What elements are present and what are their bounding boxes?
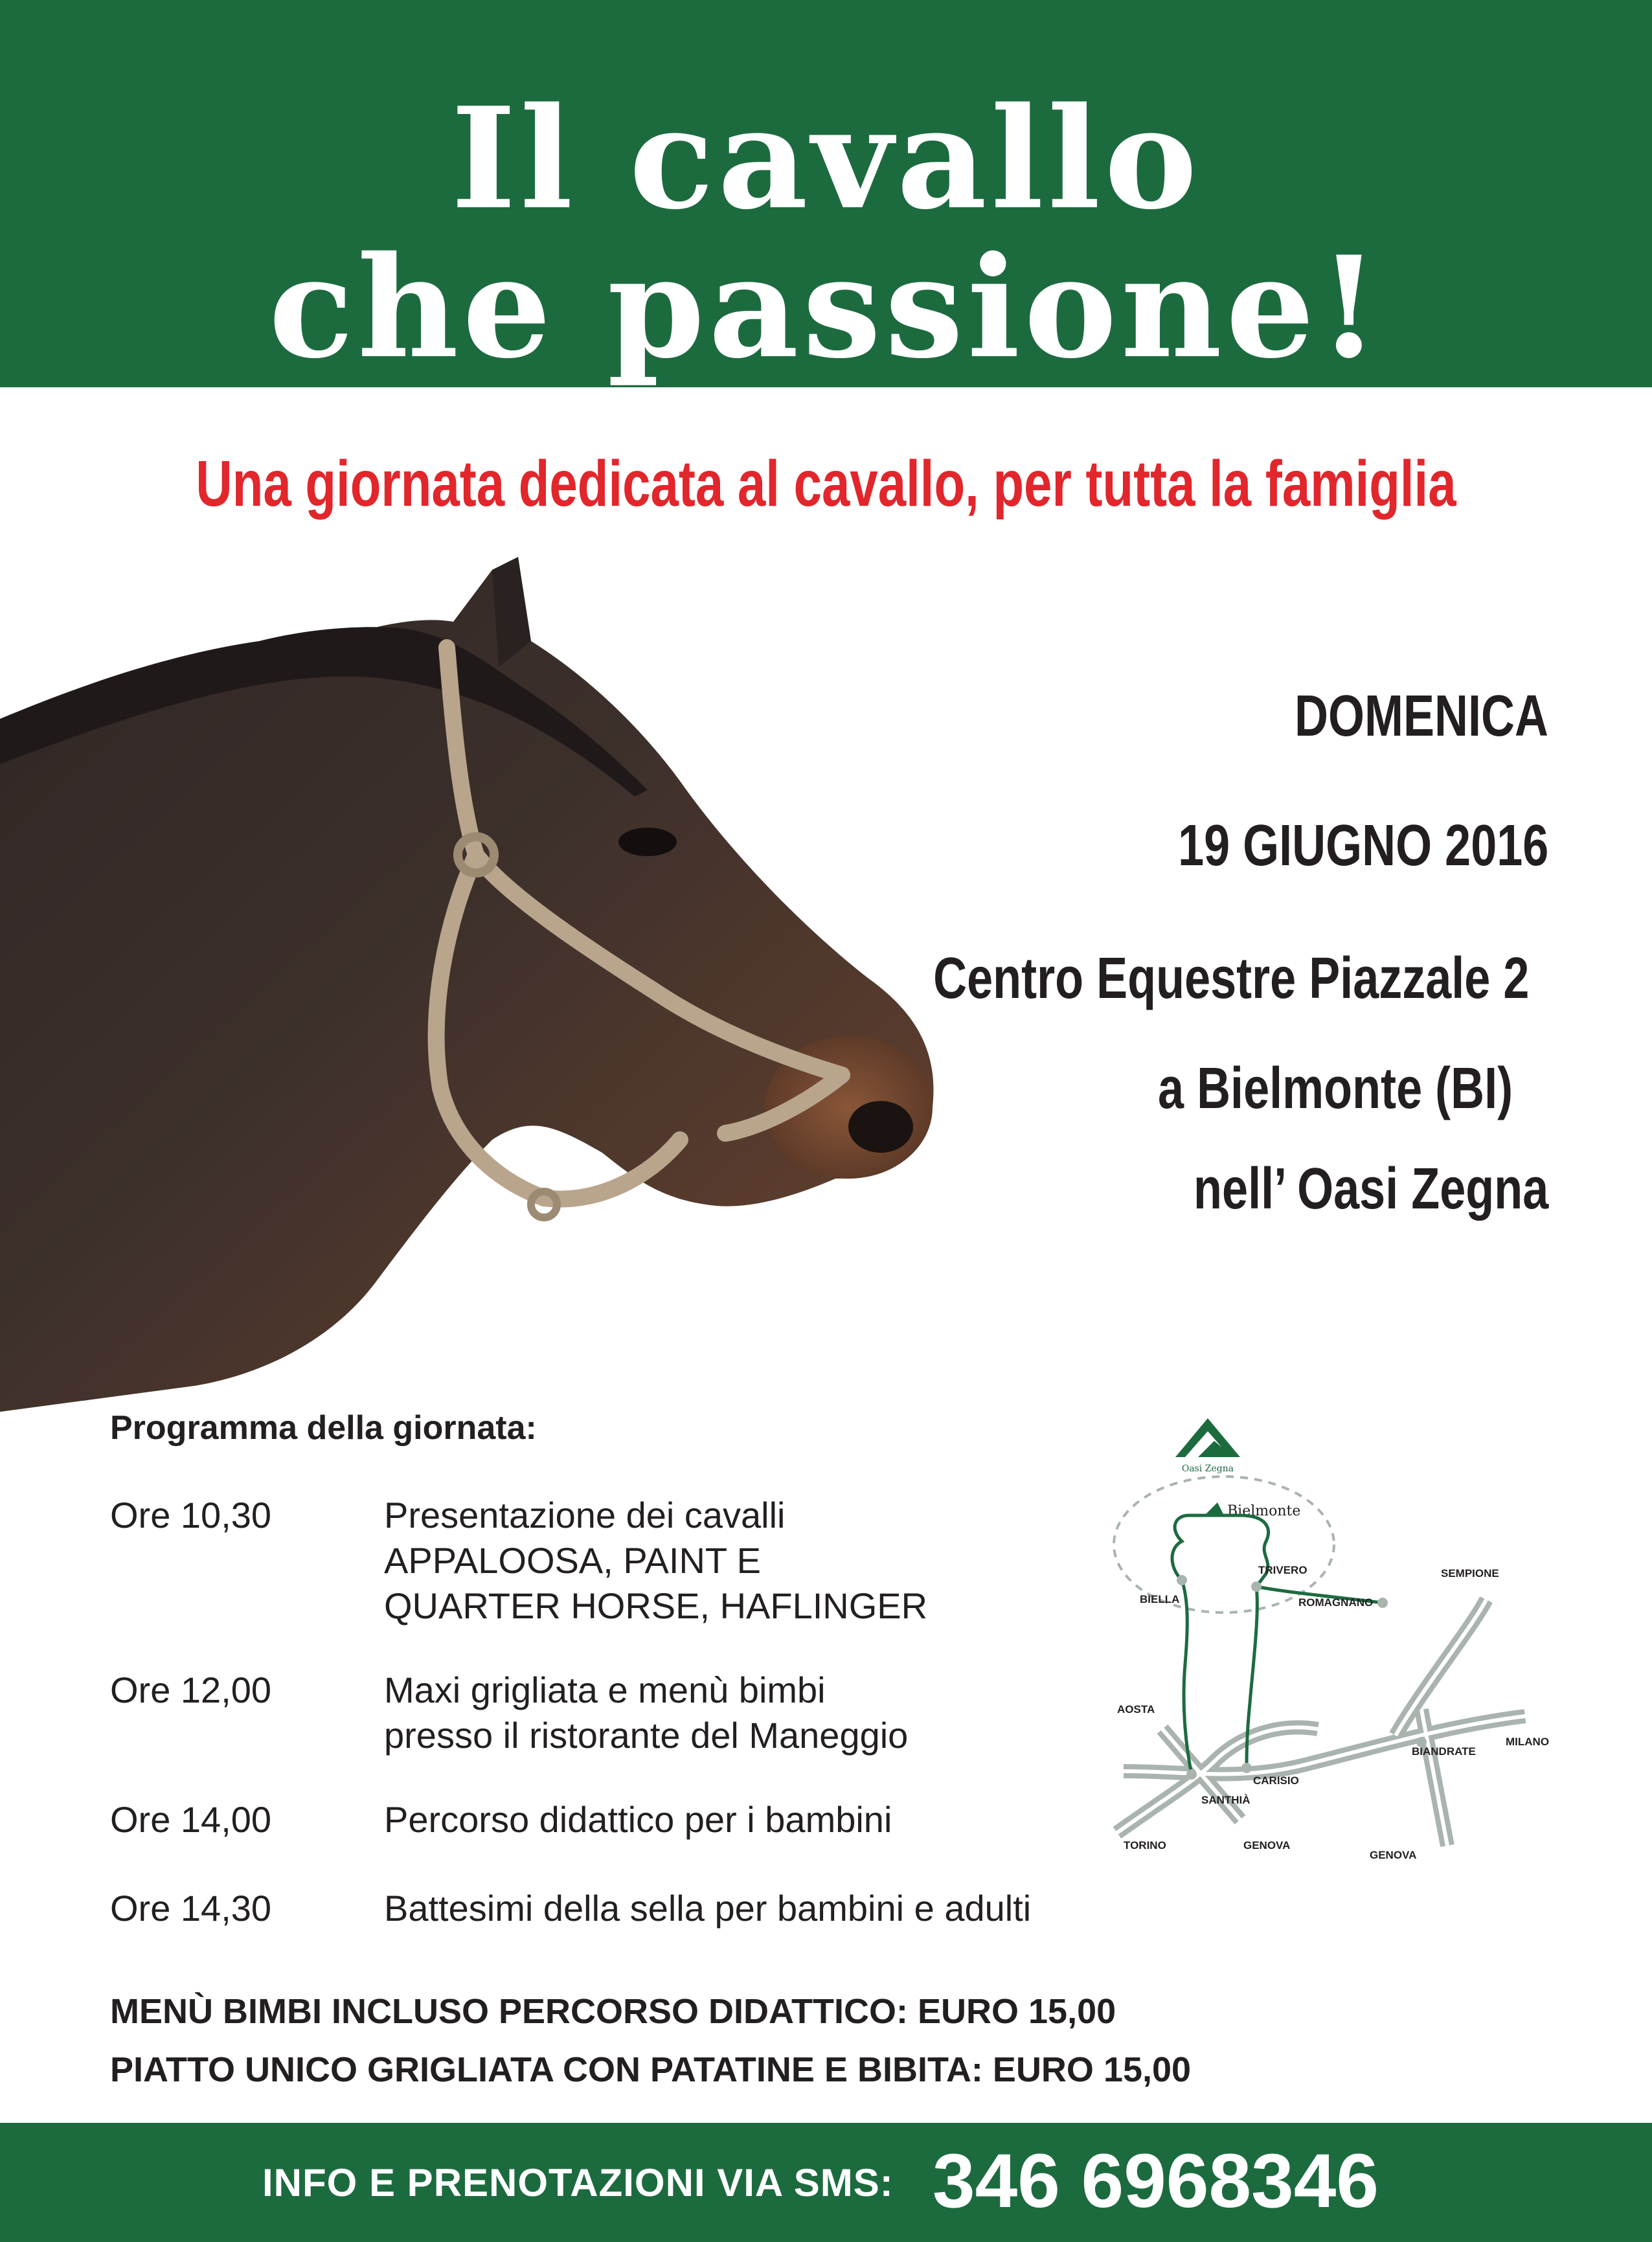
- event-area: nell’ Oasi Zegna: [1193, 1157, 1548, 1221]
- map-label: GENOVA: [1243, 1839, 1291, 1851]
- map-label: AOSTA: [1117, 1703, 1155, 1715]
- event-venue: Centro Equestre Piazzale 2: [933, 946, 1529, 1011]
- logo-text: Oasi Zegna: [1181, 1464, 1234, 1474]
- map-label: CARISIO: [1253, 1774, 1299, 1787]
- program-desc: Maxi grigliata e menù bimbi presso il ristorante del Maneggio: [384, 1670, 909, 1756]
- map-label: ROMAGNANO: [1298, 1596, 1374, 1609]
- sms-label: INFO E PRENOTAZIONI VIA SMS:: [262, 2161, 894, 2204]
- map-label: SANTHIÀ: [1201, 1794, 1250, 1806]
- program-desc: Percorso didattico per i bambini: [384, 1799, 892, 1840]
- map-label: GENOVA: [1370, 1849, 1417, 1861]
- title-line-2: che passione!: [268, 225, 1384, 389]
- subtitle: Una giornata dedicata al cavallo, per tutta la famiglia: [196, 447, 1456, 520]
- map-label: TRIVERO: [1258, 1564, 1307, 1576]
- program-desc: Presentazione dei cavalli APPALOOSA, PAINT E QUARTER HORSE, HAFLINGER: [384, 1495, 928, 1626]
- map-label: SEMPIONE: [1441, 1567, 1499, 1580]
- program-title: Programma della giornata:: [110, 1409, 537, 1447]
- map-label: BIANDRATE: [1412, 1745, 1476, 1758]
- event-town: a Bielmonte (BI): [1157, 1056, 1513, 1121]
- sms-phone-number: 346 6968346: [933, 2138, 1379, 2224]
- map-label: MILANO: [1506, 1736, 1550, 1748]
- map-label-bielmonte: Bielmonte: [1227, 1503, 1301, 1519]
- event-day: DOMENICA: [1295, 684, 1548, 749]
- footer-banner: [0, 2123, 1652, 2242]
- title-banner: [0, 0, 1652, 387]
- title-line-1: Il cavallo: [451, 76, 1201, 240]
- map-label: BIELLA: [1140, 1593, 1180, 1605]
- program-time: Ore 12,00: [110, 1670, 272, 1710]
- oasi-zegna-logo-icon: [1175, 1418, 1240, 1474]
- map-label: TORINO: [1124, 1839, 1166, 1851]
- event-date: 19 GIUGNO 2016: [1177, 813, 1548, 878]
- location-map: [1111, 1418, 1550, 1885]
- price-grill-plate: PIATTO UNICO GRIGLIATA CON PATATINE E BIBITA: EURO 15,00: [110, 2050, 1192, 2089]
- horse-head-image: [0, 557, 945, 1412]
- program-time: Ore 14,30: [110, 1888, 272, 1929]
- program-desc: Battesimi della sella per bambini e adulti: [384, 1888, 1032, 1929]
- program-time: Ore 10,30: [110, 1495, 272, 1535]
- program-time: Ore 14,00: [110, 1799, 272, 1840]
- price-kids-menu: MENÙ BIMBI INCLUSO PERCORSO DIDATTICO: EURO 15,00: [110, 1992, 1116, 2031]
